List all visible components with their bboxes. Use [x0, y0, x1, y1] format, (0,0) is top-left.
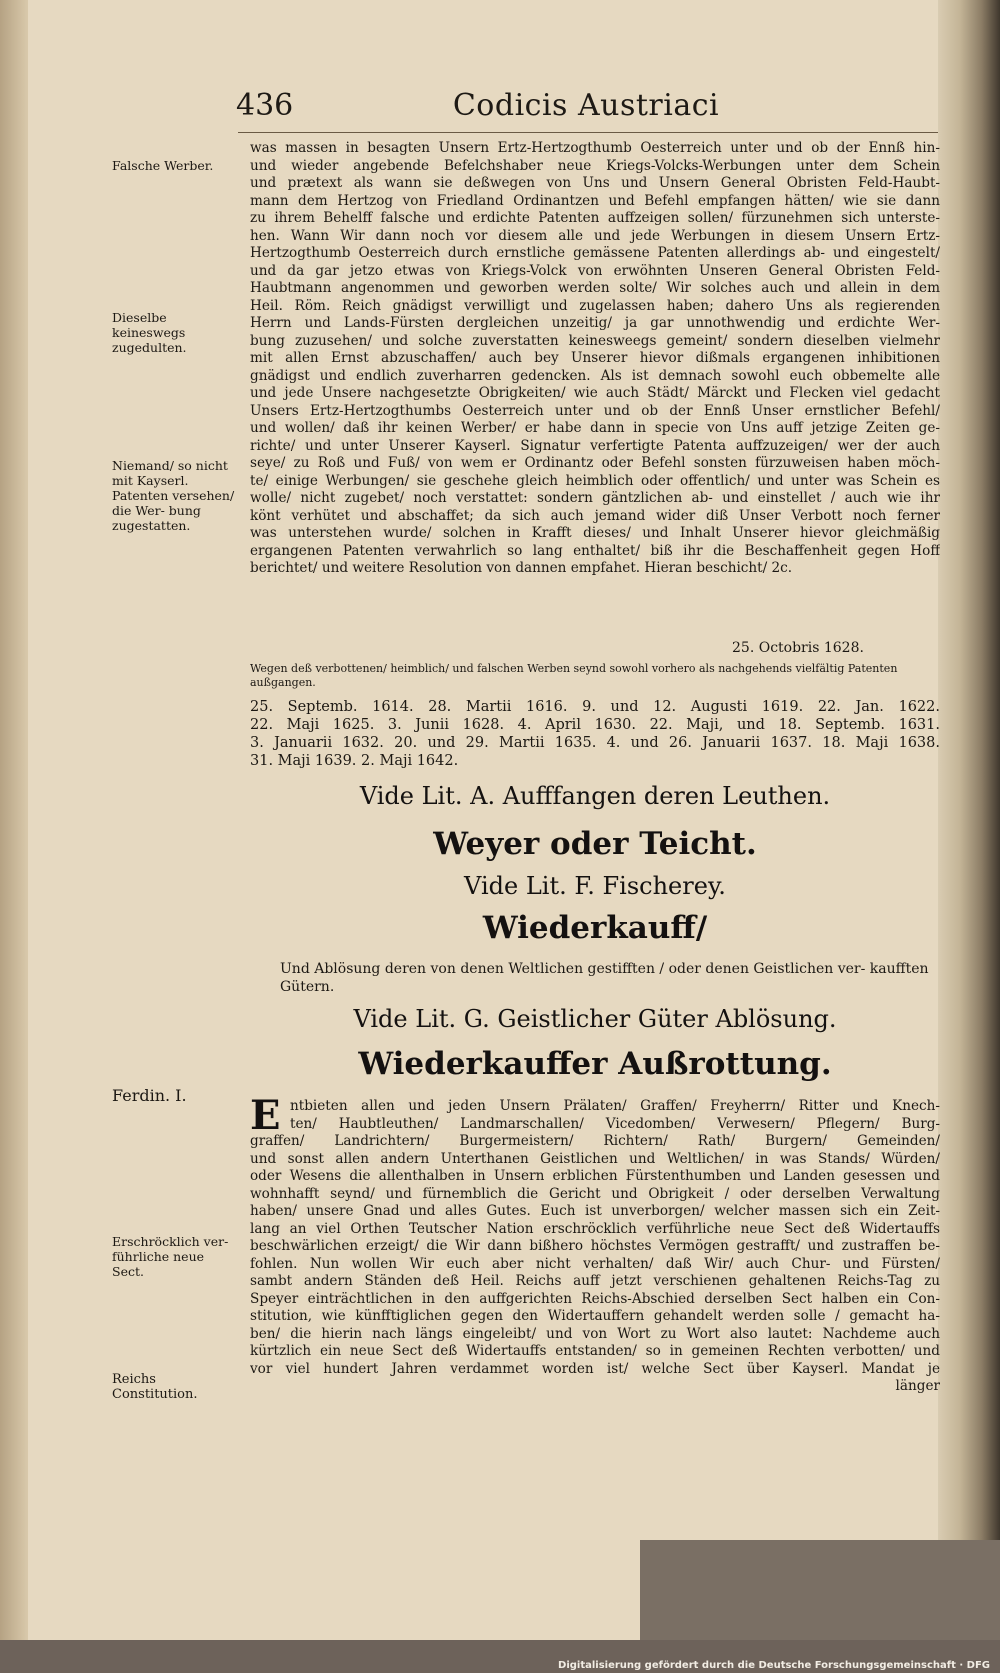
margin-note-sect: Erschröcklich ver- führliche neue Sect.: [112, 1234, 229, 1279]
text-line: gnädigst und endlich zuverharren gedencken. Als ist demnach sowohl euch obbemelte alle: [250, 367, 940, 384]
text-line: fohlen. Nun wollen Wir euch aber nicht verhalten/ daß Wir/ auch Chur- und Fürsten/: [250, 1255, 940, 1272]
dates-line: 25. Septemb. 1614. 28. Martii 1616. 9. und 12. Augusti 1619. 22. Jan. 1622.: [250, 699, 940, 715]
text-line: und jede Unsere nachgesetzte Obrigkeiten/ wie auch Städt/ Märckt und Flecken viel gedacht: [250, 385, 940, 401]
running-title: Codicis Austriaci: [452, 88, 720, 123]
heading-wiederkauff: Wiederkauff/: [482, 910, 708, 946]
text-line: und wieder angebende Befelchshaber neue Kriegs-Volcks-Werbungen unter dem Schein: [250, 157, 940, 174]
text-line: ntbieten allen und jeden Unsern Prälaten/ Graffen/ Freyherrn/ Ritter und Knech-: [290, 1098, 940, 1114]
dfg-credit: Digitalisierung gefördert durch die Deutsche Forschungsgemeinschaft · DFG: [558, 1660, 990, 1671]
heading-vide-a: Vide Lit. A. Aufffangen deren Leuthen.: [359, 782, 831, 810]
text-line: und prætext als wann sie deßwegen von Uns und Unsern General Obristen Feld-Haubt-: [250, 175, 940, 191]
text-line: wolle/ nicht zugebet/ noch verstattet: sondern gäntzlichen ab- und einstellet / auch wie ihr: [250, 490, 940, 506]
text-line: haben/ unsere Gnad und alles Gutes. Euch ist unverborgen/ welcher massen sich ein Zeit-: [250, 1203, 940, 1219]
margin-note-niemand: Niemand/ so nicht mit Kayserl. Patenten versehen/ die Wer- bung zugestatten.: [112, 458, 235, 533]
margin-note-reichs-constitution: Reichs Constitution.: [112, 1372, 198, 1402]
text-line: te/ einige Werbungen/ sie geschehe gleich heimblich oder offentlich/ und unter was Schein es: [250, 472, 940, 489]
margin-note-falsche-werber: Falsche Werber.: [112, 158, 214, 173]
decree-date: 25. Octobris 1628.: [732, 640, 864, 656]
text-line: zu ihrem Behelff falsche und erdichte Patenten auffzeigen sollen/ fürzunehmen sich unterste-: [250, 210, 940, 226]
text-line: vor viel hundert Jahren verdammet worden ist/ welche Sect über Kayserl. Mandat je: [250, 1360, 940, 1377]
text-line: graffen/ Landrichtern/ Burgermeistern/ Richtern/ Rath/ Burgern/ Gemeinden/: [250, 1133, 940, 1149]
text-line: bung zuzusehen/ und solche zuverstatten keinesweegs gemeint/ sondern dieselben vielmehr: [250, 332, 940, 349]
text-line: oder Wesens die allenthalben in Unsern erblichen Fürstenthumben und Landen gesessen und: [250, 1168, 940, 1184]
text-line: Unsers Ertz-Hertzogthumbs Oesterreich unter und ob der Ennß Unser ernstlicher Befehl/: [250, 402, 940, 419]
margin-ferdin: Ferdin. I.: [112, 1086, 187, 1105]
heading-ausrottung: Wiederkauffer Außrottung.: [358, 1046, 832, 1082]
text-line: mit allen Ernst abzuschaffen/ auch bey Unserer hievor dißmals ergangenen inhibitionen: [250, 350, 940, 366]
second-text-block: [250, 1092, 940, 1396]
text-line: lang an viel Orthen Teutscher Nation erschröcklich verführliche neue Sect deß Widertauffs: [250, 1220, 940, 1237]
text-line: beschwärlichen erzeigt/ die Wir dann bißhero höchstes Vermögen gestrafft/ und zustraffen be-: [250, 1238, 940, 1254]
text-line: Haubtmann angenommen und geworben werden solte/ Wir solches auch und allein in dem: [250, 280, 940, 296]
text-line: Heil. Röm. Reich gnädigst verwilligt und zugelassen haben; dahero Uns als regierenden: [250, 297, 940, 314]
text-line: was unterstehen wurde/ solchen in Krafft dieses/ und Inhalt Unserer hievor gleichmäßig: [250, 525, 940, 541]
book-edge: [938, 0, 1000, 1640]
dates-line: 31. Maji 1639. 2. Maji 1642.: [250, 753, 459, 769]
main-text-block: [250, 140, 940, 578]
text-line: mann dem Hertzog von Friedland Ordinantzen und Befehl empfangen hätten/ wie sie dann: [250, 192, 940, 209]
heading-vide-f: Vide Lit. F. Fischerey.: [464, 872, 726, 900]
catchword: länger: [895, 1378, 940, 1394]
text-line: ten/ Haubtleuthen/ Landmarschallen/ Vicedomben/ Verwesern/ Pflegern/ Burg-: [290, 1115, 940, 1132]
page-header: [236, 88, 936, 132]
text-line: ergangenen Patenten verwahrlich so lang enthaltet/ biß ihr die Beschaffenheit gegen Hoff: [250, 542, 940, 559]
header-rule: [238, 132, 938, 133]
heading-vide-g: Vide Lit. G. Geistlicher Güter Ablösung.: [353, 1005, 837, 1033]
patent-dates: [250, 698, 940, 770]
subheading: Und Ablösung deren von denen Weltlichen gestifften / oder denen Geistlichen ver- kaufften Gütern.: [280, 961, 929, 995]
heading-weyer: Weyer oder Teicht.: [433, 826, 757, 862]
text-line: und sonst allen andern Unterthanen Geistlichen und Weltlichen/ in was Stands/ Würden/: [250, 1150, 940, 1167]
margin-note-zugedulten: Dieselbe keineswegs zugedulten.: [112, 310, 187, 355]
page-number: 436: [236, 88, 294, 123]
text-line: was massen in besagten Unsern Ertz-Hertzogthumb Oesterreich unter und ob der Ennß hin-: [250, 140, 940, 156]
text-line: hen. Wann Wir dann noch vor diesem alle und jede Werbungen in diesem Unsern Ertz-: [250, 227, 940, 244]
text-line: sambt andern Ständen deß Heil. Reichs auff jetzt verschienen gehaltenen Reichs-Tag zu: [250, 1273, 940, 1289]
text-line: wohnhafft seynd/ und fürnemblich die Gericht und Obrigkeit / oder derselben Verwaltung: [250, 1185, 940, 1202]
text-line: Herrn und Lands-Fürsten dergleichen unzeitig/ ja gar unnothwendig und erdichte Wer-: [250, 315, 940, 331]
text-line: kürtzlich ein neue Sect deß Widertauffs entstanden/ so in gemeinen Rechten verbotten/ und: [250, 1343, 940, 1359]
text-line: und wollen/ daß ihr keinen Werber/ er habe dann in specie von Uns auff jetzige Zeiten ge-: [250, 420, 940, 436]
text-line: und da gar jetzo etwas von Kriegs-Volck von erwöhnten Unseren General Obristen Feld-: [250, 262, 940, 279]
drop-cap: E: [250, 1092, 281, 1139]
text-line: seye/ zu Roß und Fuß/ von wem er Ordinantz oder Befehl sonsten fürzuweisen haben möch-: [250, 455, 940, 471]
text-line: Speyer einträchtlichen in den auffgerichten Reichs-Abschied derselben Sect halben ein Con-: [250, 1290, 940, 1307]
text-line: könt verhütet und abschaffet; da sich auch jemand wider diß Unser Verbott noch ferner: [250, 507, 940, 524]
text-line: stitution, wie künfftiglichen gegen den Widertauffern gehandelt werden solle / gemacht ha-: [250, 1308, 940, 1324]
patents-note: Wegen deß verbottenen/ heimblich/ und falschen Werben seynd sowohl vorhero als nachgehends vielfältig Patenten außgangen.: [250, 662, 898, 689]
text-line: berichtet/ und weitere Resolution von dannen empfahet. Hieran beschicht/ 2c.: [250, 560, 793, 576]
text-line: Hertzogthumb Oesterreich durch ernstliche gemässene Patenten allerdings ab- und eingestelt/: [250, 245, 940, 261]
dates-line: 3. Januarii 1632. 20. und 29. Martii 1635. 4. und 26. Januarii 1637. 18. Maji 1638.: [250, 735, 940, 751]
dates-line: 22. Maji 1625. 3. Junii 1628. 4. April 1630. 22. Maji, und 18. Septemb. 1631.: [250, 717, 940, 733]
text-line: ben/ die hierin nach längs eingeleibt/ und von Wort zu Wort also lautet: Nachdeme auch: [250, 1325, 940, 1342]
text-line: richte/ und unter Unserer Kayserl. Signatur verfertigte Patenta auffzuzeigen/ wer der auch: [250, 437, 940, 454]
